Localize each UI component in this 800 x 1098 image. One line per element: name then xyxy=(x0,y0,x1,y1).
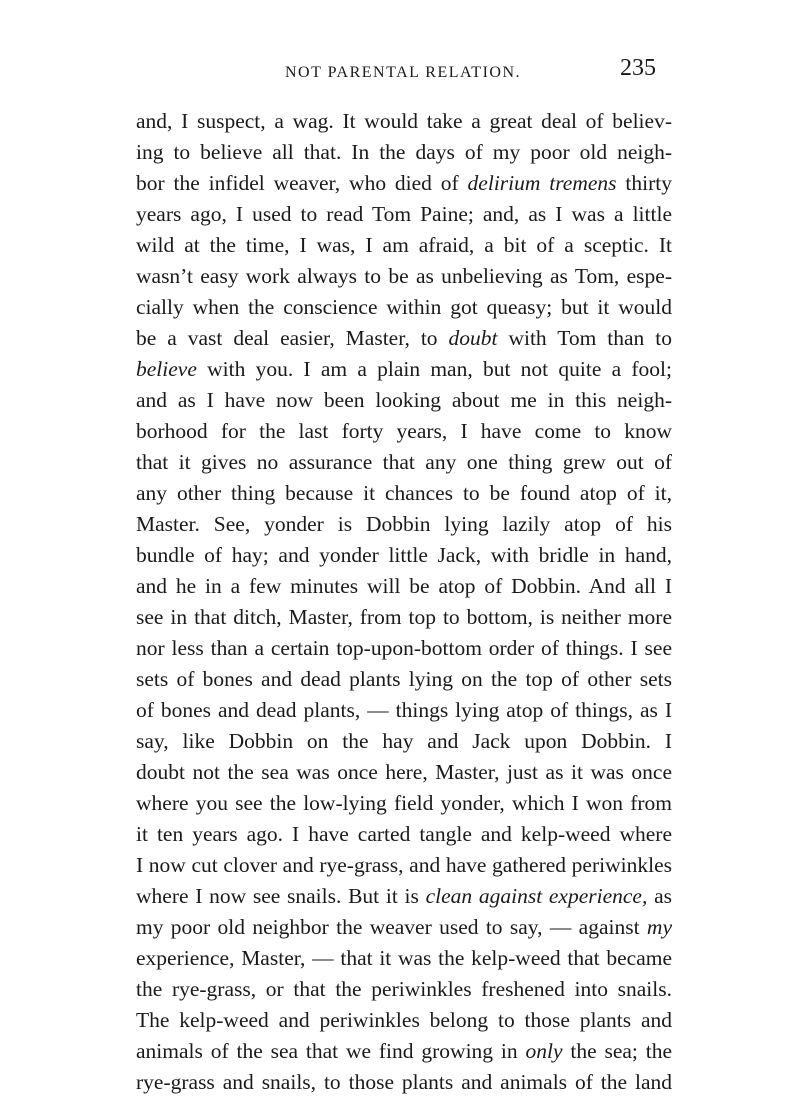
text-line xyxy=(136,168,672,199)
italic-text: delirium tremens xyxy=(467,171,617,195)
text-segment: say, like Dobbin on the hay and Jack upon Dobbin. I xyxy=(136,729,672,753)
text-line xyxy=(136,106,672,137)
text-line xyxy=(136,664,672,695)
text-segment: be a vast deal easier, Master, to xyxy=(136,326,449,350)
text-segment: sets of bones and dead plants lying on the top of other sets xyxy=(136,667,672,691)
text-segment: that it gives no assurance that any one thing grew out of xyxy=(136,450,672,474)
text-segment: animals of the sea that we find growing in xyxy=(136,1039,526,1063)
text-segment: any other thing because it chances to be found atop of it, xyxy=(136,481,672,505)
text-segment: with Tom than to xyxy=(497,326,672,350)
text-segment: of bones and dead plants, — things lying atop of things, as I xyxy=(136,698,672,722)
text-segment: it ten years ago. I have carted tangle and kelp-weed where xyxy=(136,822,672,846)
text-segment: nor less than a certain top-upon-bottom order of things. I see xyxy=(136,636,672,660)
text-line xyxy=(136,1067,672,1098)
text-line xyxy=(136,974,672,1005)
text-segment: the rye-grass, or that the periwinkles freshened into snails. xyxy=(136,977,672,1001)
text-line xyxy=(136,788,672,819)
text-segment: years ago, I used to read Tom Paine; and, as I was a little xyxy=(136,202,672,226)
text-segment: see in that ditch, Master, from top to bottom, is neither more xyxy=(136,605,672,629)
text-line xyxy=(136,850,672,881)
text-segment: bundle of hay; and yonder little Jack, with bridle in hand, xyxy=(136,543,672,567)
text-line xyxy=(136,819,672,850)
text-line xyxy=(136,881,672,912)
text-segment: with you. I am a plain man, but not quite a fool; xyxy=(196,357,672,381)
text-segment: wasn’t easy work always to be as unbelieving as Tom, espe- xyxy=(136,264,672,288)
text-segment: doubt not the sea was once here, Master, just as it was once xyxy=(136,760,672,784)
italic-text: my xyxy=(646,915,672,939)
text-line xyxy=(136,943,672,974)
text-line xyxy=(136,602,672,633)
text-line xyxy=(136,230,672,261)
text-line xyxy=(136,292,672,323)
text-line xyxy=(136,447,672,478)
text-segment: thirty xyxy=(616,171,672,195)
text-line xyxy=(136,757,672,788)
text-segment: as xyxy=(647,884,672,908)
text-segment: the sea; the xyxy=(562,1039,672,1063)
text-segment: and as I have now been looking about me in this neigh- xyxy=(136,388,672,412)
text-line xyxy=(136,323,672,354)
page-number: 235 xyxy=(620,55,656,81)
italic-text: doubt xyxy=(448,326,498,350)
text-line xyxy=(136,478,672,509)
text-line xyxy=(136,416,672,447)
text-line xyxy=(136,540,672,571)
text-segment: bor the infidel weaver, who died of xyxy=(136,171,468,195)
text-line xyxy=(136,695,672,726)
body-text xyxy=(136,106,672,1098)
text-line xyxy=(136,571,672,602)
text-line xyxy=(136,1005,672,1036)
text-line xyxy=(136,1036,672,1067)
text-line xyxy=(136,137,672,168)
text-line xyxy=(136,199,672,230)
text-segment: and he in a few minutes will be atop of Dobbin. And all I xyxy=(136,574,672,598)
text-segment: ing to believe all that. In the days of my poor old neigh- xyxy=(136,140,672,164)
text-segment: The kelp-weed and periwinkles belong to those plants and xyxy=(136,1008,672,1032)
text-line xyxy=(136,509,672,540)
text-segment: and, I suspect, a wag. It would take a great deal of believ- xyxy=(136,109,672,133)
text-line xyxy=(136,385,672,416)
text-segment: cially when the conscience within got queasy; but it would xyxy=(136,295,672,319)
text-segment: borhood for the last forty years, I have come to know xyxy=(136,419,672,443)
text-segment: where I now see snails. But it is xyxy=(136,884,426,908)
italic-text: clean against experience, xyxy=(425,884,648,908)
text-line xyxy=(136,912,672,943)
text-line xyxy=(136,354,672,385)
text-line xyxy=(136,726,672,757)
text-line xyxy=(136,261,672,292)
text-segment: Master. See, yonder is Dobbin lying lazily atop of his xyxy=(136,512,672,536)
italic-text: only xyxy=(525,1039,563,1063)
text-segment: I now cut clover and rye-grass, and have gathered periwinkles xyxy=(136,853,672,877)
text-line xyxy=(136,633,672,664)
text-segment: rye-grass and snails, to those plants and animals of the land xyxy=(136,1070,672,1094)
text-segment: experience, Master, — that it was the kelp-weed that became xyxy=(136,946,672,970)
text-segment: wild at the time, I was, I am afraid, a bit of a sceptic. It xyxy=(136,233,672,257)
text-segment: my poor old neighbor the weaver used to say, — against xyxy=(136,915,647,939)
text-segment: where you see the low-lying field yonder, which I won from xyxy=(136,791,672,815)
running-head: NOT PARENTAL RELATION. xyxy=(285,64,522,81)
italic-text: believe xyxy=(136,357,197,381)
